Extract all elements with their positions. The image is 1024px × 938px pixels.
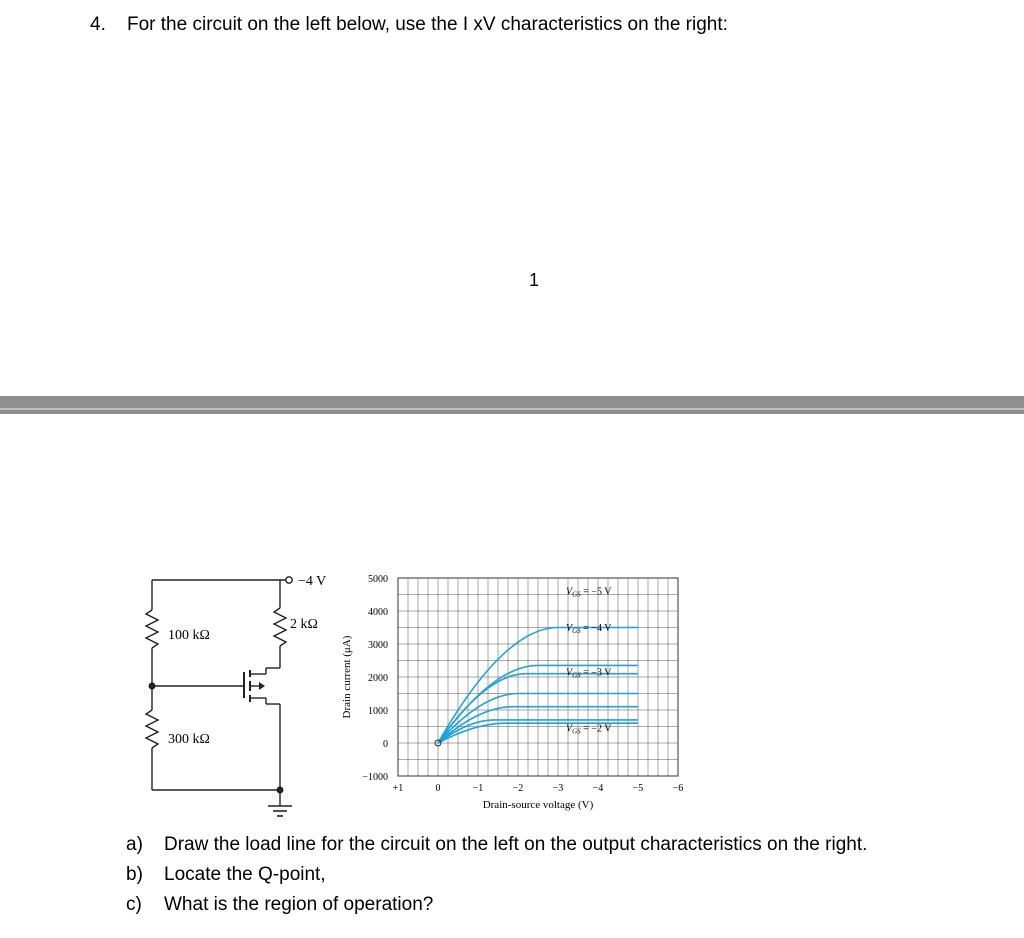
curve-label: $V_{GS} = -5$ V bbox=[566, 586, 612, 599]
y-axis-title: Drain current (μA) bbox=[341, 635, 353, 719]
x-tick-label: −4 bbox=[592, 783, 604, 794]
y-tick-label: 4000 bbox=[368, 607, 388, 618]
x-tick-label: −5 bbox=[632, 783, 644, 794]
x-axis-title: Drain-source voltage (V) bbox=[482, 799, 594, 811]
y-tick-label: 2000 bbox=[368, 673, 388, 684]
page-number: 1 bbox=[529, 270, 540, 290]
part-b: b) Locate the Q-point, bbox=[126, 864, 326, 885]
resistor-r2 bbox=[146, 710, 158, 748]
curve-label: $V_{GS} = -4$ V bbox=[566, 622, 612, 635]
question-parts bbox=[126, 834, 867, 924]
channel-arrow bbox=[259, 682, 265, 690]
part-c: c) What is the region of operation? bbox=[126, 894, 434, 915]
y-tick-label: −1000 bbox=[362, 772, 388, 783]
problem-figure bbox=[140, 560, 700, 840]
part-a: a) Draw the load line for the circuit on the left on the output characteristics on the right. bbox=[126, 834, 868, 855]
r1-label: 100 kΩ bbox=[168, 628, 210, 643]
x-tick-label: −1 bbox=[472, 783, 484, 794]
junction-ground bbox=[277, 787, 284, 794]
y-tick-label: 3000 bbox=[368, 640, 388, 651]
question-number: 4. bbox=[90, 14, 106, 35]
x-tick-label: 0 bbox=[435, 783, 441, 794]
question-text: For the circuit on the left below, use the I xV characteristics on the right: bbox=[127, 14, 728, 35]
x-tick-label: −3 bbox=[552, 783, 564, 794]
resistor-rd bbox=[274, 608, 286, 646]
supply-label: −4 V bbox=[298, 574, 327, 589]
x-tick-label: −2 bbox=[512, 783, 524, 794]
curve-label: $V_{GS} = -2$ V bbox=[566, 723, 612, 736]
y-tick-label: 5000 bbox=[368, 574, 388, 585]
x-tick-label: −6 bbox=[672, 783, 684, 794]
rd-label: 2 kΩ bbox=[290, 617, 318, 632]
characteristics-chart bbox=[320, 560, 720, 840]
r2-label: 300 kΩ bbox=[168, 732, 210, 747]
junction-gate bbox=[149, 683, 156, 690]
circuit-schematic bbox=[140, 560, 327, 840]
page-divider bbox=[0, 396, 1024, 414]
question-heading bbox=[90, 14, 728, 36]
supply-terminal bbox=[286, 577, 292, 583]
resistor-r1 bbox=[146, 610, 158, 648]
y-tick-label: 1000 bbox=[368, 706, 388, 717]
x-tick-label: +1 bbox=[392, 783, 404, 794]
curve-label: $V_{GS} = -3$ V bbox=[566, 667, 612, 680]
y-tick-label: 0 bbox=[383, 739, 388, 750]
